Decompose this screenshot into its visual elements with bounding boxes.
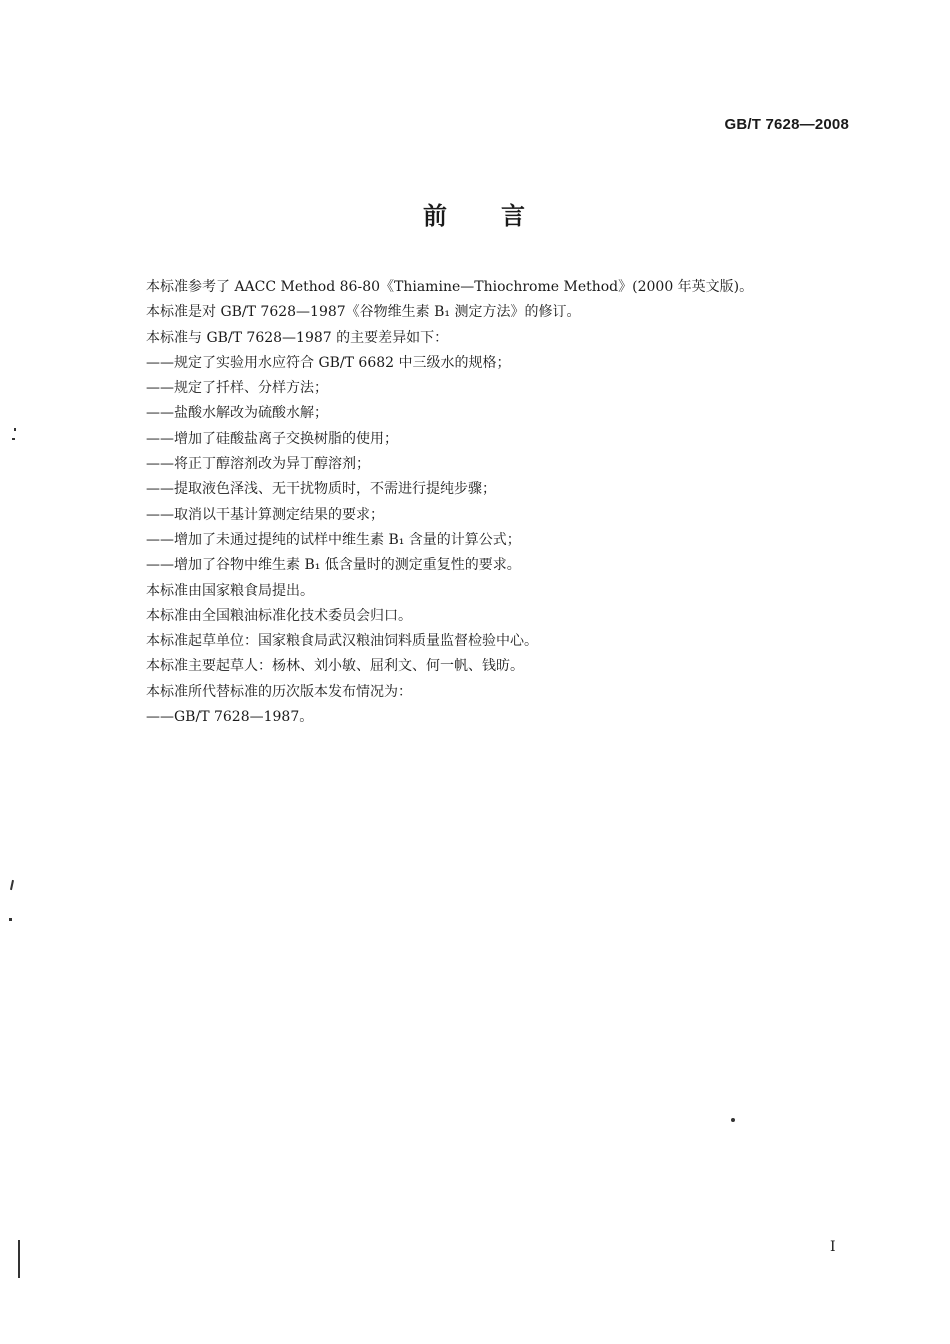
page-number: I <box>830 1239 836 1255</box>
foreword-line: 本标准与 GB/T 7628—1987 的主要差异如下： <box>146 329 449 346</box>
foreword-body <box>146 275 846 730</box>
title-char-1: 前 <box>423 202 449 230</box>
foreword-line: ——盐酸水解改为硫酸水解； <box>146 405 328 422</box>
foreword-line: 本标准由国家粮食局提出。 <box>146 582 314 599</box>
foreword-line: ——增加了未通过提纯的试样中维生素 B₁ 含量的计算公式； <box>146 531 521 548</box>
foreword-line: 本标准主要起草人：杨林、刘小敏、屈利文、何一帆、钱昉。 <box>146 658 524 675</box>
page-title <box>0 196 950 231</box>
foreword-line: ——取消以干基计算测定结果的要求； <box>146 506 384 523</box>
scan-speck <box>14 428 16 431</box>
scan-edge-line <box>18 1240 20 1278</box>
foreword-line: ——规定了扦样、分样方法； <box>146 380 328 397</box>
foreword-line: 本标准是对 GB/T 7628—1987《谷物维生素 B₁ 测定方法》的修订。 <box>146 304 581 321</box>
foreword-line: ——规定了实验用水应符合 GB/T 6682 中三级水的规格； <box>146 354 511 371</box>
foreword-line: ——增加了硅酸盐离子交换树脂的使用； <box>146 430 398 447</box>
foreword-line: ——增加了谷物中维生素 B₁ 低含量时的测定重复性的要求。 <box>146 557 521 574</box>
foreword-line: 本标准所代替标准的历次版本发布情况为： <box>146 683 412 700</box>
foreword-line: ——GB/T 7628—1987。 <box>146 709 314 726</box>
foreword-line: 本标准参考了 AACC Method 86-80《Thiamine—Thiochrome Method》(2000 年英文版)。 <box>146 279 754 295</box>
foreword-line: ——将正丁醇溶剂改为异丁醇溶剂； <box>146 456 370 473</box>
scan-speck <box>9 918 12 921</box>
foreword-line: 本标准由全国粮油标准化技术委员会归口。 <box>146 607 412 624</box>
scan-speck <box>731 1118 735 1122</box>
standard-code: GB/T 7628—2008 <box>724 116 849 133</box>
scan-speck <box>12 438 15 440</box>
foreword-line: 本标准起草单位：国家粮食局武汉粮油饲料质量监督检验中心。 <box>146 633 538 650</box>
foreword-line: ——提取液色泽浅、无干扰物质时，不需进行提纯步骤； <box>146 481 496 498</box>
scan-speck <box>10 880 14 890</box>
title-char-2: 言 <box>501 202 527 230</box>
